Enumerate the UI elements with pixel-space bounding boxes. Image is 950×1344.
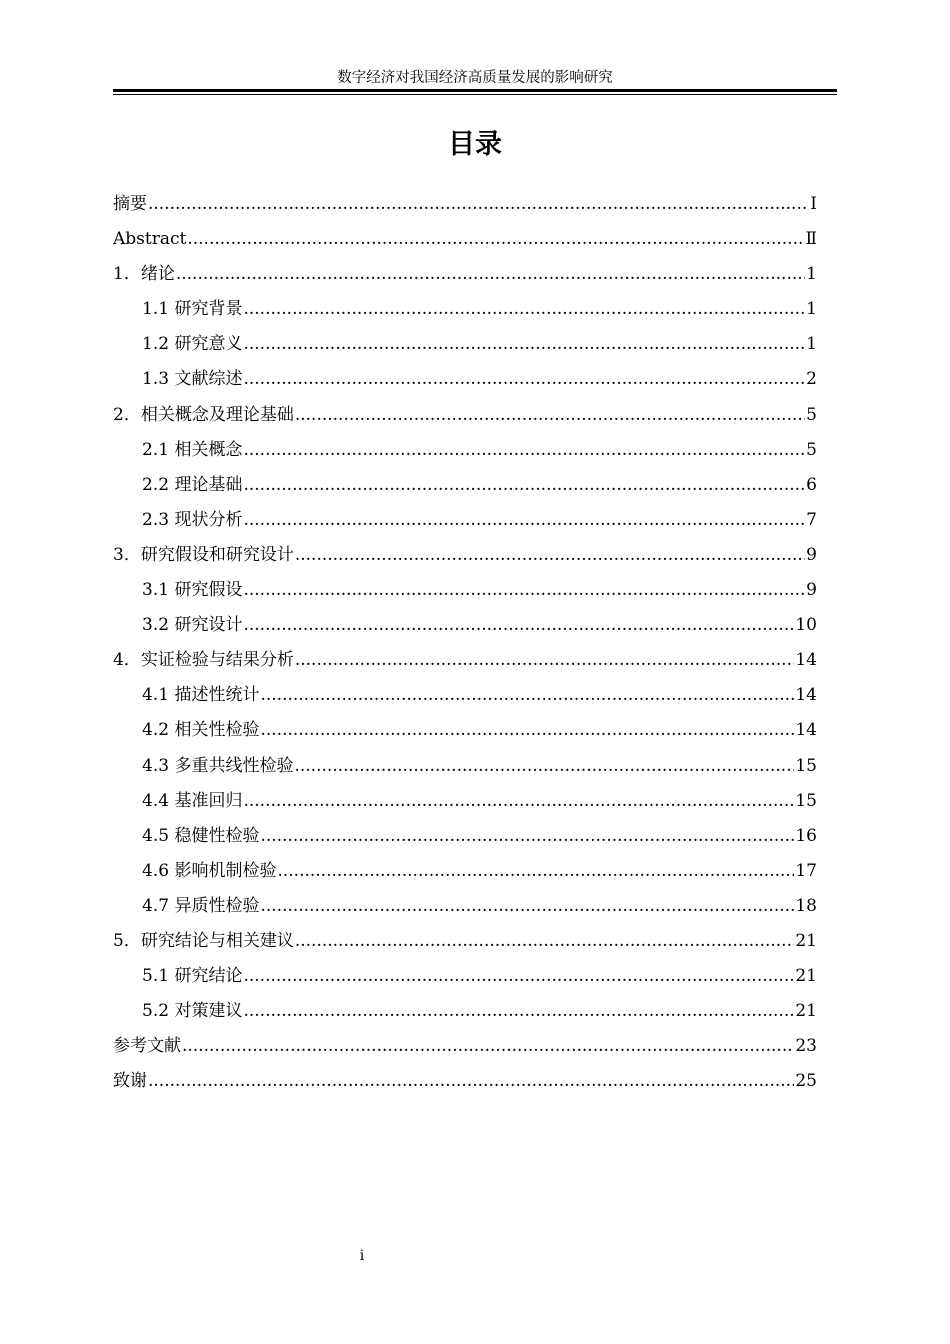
toc-dot-leader	[243, 994, 794, 1029]
toc-dot-leader	[294, 749, 794, 784]
toc-entry[interactable]	[113, 327, 817, 362]
toc-entry[interactable]	[113, 538, 817, 573]
toc-entry[interactable]	[113, 854, 817, 889]
toc-entry-label: 2.2 理论基础	[142, 474, 243, 495]
toc-entry-label: 4.4 基准回归	[142, 790, 243, 811]
toc-entry-label: 4.3 多重共线性检验	[142, 755, 294, 776]
toc-entry[interactable]	[113, 292, 817, 327]
toc-entry-page: 10	[795, 615, 817, 636]
toc-entry-page: 14	[795, 720, 817, 741]
toc-entry-page: 14	[795, 650, 817, 671]
toc-entry-page: 21	[795, 930, 817, 951]
toc-entry-label: 4.5 稳健性检验	[142, 825, 260, 846]
toc-entry[interactable]	[113, 222, 817, 257]
toc-entry[interactable]	[113, 959, 817, 994]
toc-entry-label: 4.1 描述性统计	[142, 685, 260, 706]
toc-entry[interactable]	[113, 503, 817, 538]
toc-entry[interactable]	[113, 784, 817, 819]
toc-dot-leader	[148, 187, 809, 222]
toc-entry-label: 1.3 文献综述	[142, 369, 243, 390]
toc-dot-leader	[260, 678, 794, 713]
toc-dot-leader	[182, 1029, 794, 1064]
toc-entry-page: 9	[806, 580, 817, 601]
toc-entry[interactable]	[113, 608, 817, 643]
toc-entry[interactable]	[113, 398, 817, 433]
page-number: i	[359, 1248, 365, 1264]
running-header: 数字经济对我国经济高质量发展的影响研究	[337, 70, 613, 86]
toc-entry-page: 14	[795, 685, 817, 706]
toc-dot-leader	[243, 503, 805, 538]
toc-entry-page: 6	[806, 474, 817, 495]
toc-dot-leader	[243, 959, 794, 994]
toc-dot-leader	[260, 889, 794, 924]
toc-entry-label: 5.1 研究结论	[142, 966, 243, 987]
toc-dot-leader	[295, 924, 795, 959]
toc-entry-page: 21	[795, 1001, 817, 1022]
toc-entry-label: 3.1 研究假设	[142, 580, 243, 601]
toc-entry[interactable]	[113, 643, 817, 678]
toc-entry-label: 4.6 影响机制检验	[142, 860, 277, 881]
toc-entry-page: 23	[795, 1036, 817, 1057]
toc-entry[interactable]	[113, 819, 817, 854]
toc-entry[interactable]	[113, 257, 817, 292]
table-of-contents	[113, 187, 817, 1099]
toc-entry-label: 2.3 现状分析	[142, 509, 243, 530]
toc-entry-label: Abstract	[113, 229, 187, 250]
toc-entry[interactable]	[113, 678, 817, 713]
toc-entry-label: 1．绪论	[113, 264, 175, 285]
toc-entry-page: Ⅱ	[805, 229, 817, 250]
toc-entry-page: 1	[806, 299, 817, 320]
toc-dot-leader	[187, 222, 804, 257]
toc-entry-label: 致谢	[113, 1071, 147, 1092]
toc-dot-leader	[243, 362, 805, 397]
toc-entry-label: 4.2 相关性检验	[142, 720, 260, 741]
toc-entry[interactable]	[113, 924, 817, 959]
toc-entry-label: 3．研究假设和研究设计	[113, 544, 294, 565]
toc-entry-page: 21	[795, 966, 817, 987]
toc-entry[interactable]	[113, 1029, 817, 1064]
toc-dot-leader	[243, 327, 805, 362]
toc-entry-label: 5．研究结论与相关建议	[113, 930, 294, 951]
toc-dot-leader	[260, 819, 794, 854]
toc-dot-leader	[260, 713, 794, 748]
toc-dot-leader	[243, 468, 805, 503]
toc-dot-leader	[243, 608, 794, 643]
toc-entry-page: 2	[806, 369, 817, 390]
toc-entry[interactable]	[113, 187, 817, 222]
toc-entry[interactable]	[113, 713, 817, 748]
toc-entry-label: 4．实证检验与结果分析	[113, 650, 294, 671]
toc-dot-leader	[295, 643, 795, 678]
toc-entry-label: 参考文献	[113, 1036, 181, 1057]
toc-entry-label: 4.7 异质性检验	[142, 895, 260, 916]
toc-entry-page: 5	[806, 439, 817, 460]
toc-entry[interactable]	[113, 362, 817, 397]
toc-title: 目录	[448, 129, 502, 160]
toc-entry-page: 17	[795, 860, 817, 881]
toc-entry-page: 15	[795, 790, 817, 811]
toc-dot-leader	[148, 1064, 794, 1099]
toc-entry-page: 5	[806, 404, 817, 425]
toc-entry[interactable]	[113, 749, 817, 784]
toc-entry-page: 15	[795, 755, 817, 776]
toc-entry-page: I	[810, 194, 817, 214]
toc-entry-label: 2．相关概念及理论基础	[113, 404, 294, 425]
toc-entry[interactable]	[113, 994, 817, 1029]
toc-dot-leader	[277, 854, 794, 889]
toc-entry[interactable]	[113, 573, 817, 608]
toc-entry-page: 25	[795, 1071, 817, 1092]
toc-entry[interactable]	[113, 889, 817, 924]
toc-dot-leader	[243, 573, 805, 608]
toc-entry-page: 18	[795, 895, 817, 916]
toc-entry-label: 2.1 相关概念	[142, 439, 243, 460]
toc-entry-page: 1	[806, 334, 817, 355]
toc-dot-leader	[243, 292, 805, 327]
toc-dot-leader	[295, 538, 805, 573]
toc-entry[interactable]	[113, 1064, 817, 1099]
toc-entry[interactable]	[113, 433, 817, 468]
toc-dot-leader	[243, 433, 805, 468]
toc-entry-page: 9	[806, 544, 817, 565]
toc-entry[interactable]	[113, 468, 817, 503]
toc-entry-label: 3.2 研究设计	[142, 615, 243, 636]
toc-entry-label: 5.2 对策建议	[142, 1001, 243, 1022]
toc-dot-leader	[176, 257, 805, 292]
toc-dot-leader	[295, 398, 805, 433]
toc-entry-page: 7	[806, 509, 817, 530]
toc-entry-page: 16	[795, 825, 817, 846]
header-rule-thin	[113, 94, 837, 95]
toc-entry-label: 1.1 研究背景	[142, 299, 243, 320]
toc-entry-label: 摘要	[113, 194, 147, 214]
toc-entry-label: 1.2 研究意义	[142, 334, 243, 355]
toc-dot-leader	[243, 784, 794, 819]
header-rule-thick	[113, 89, 837, 92]
toc-entry-page: 1	[806, 264, 817, 285]
